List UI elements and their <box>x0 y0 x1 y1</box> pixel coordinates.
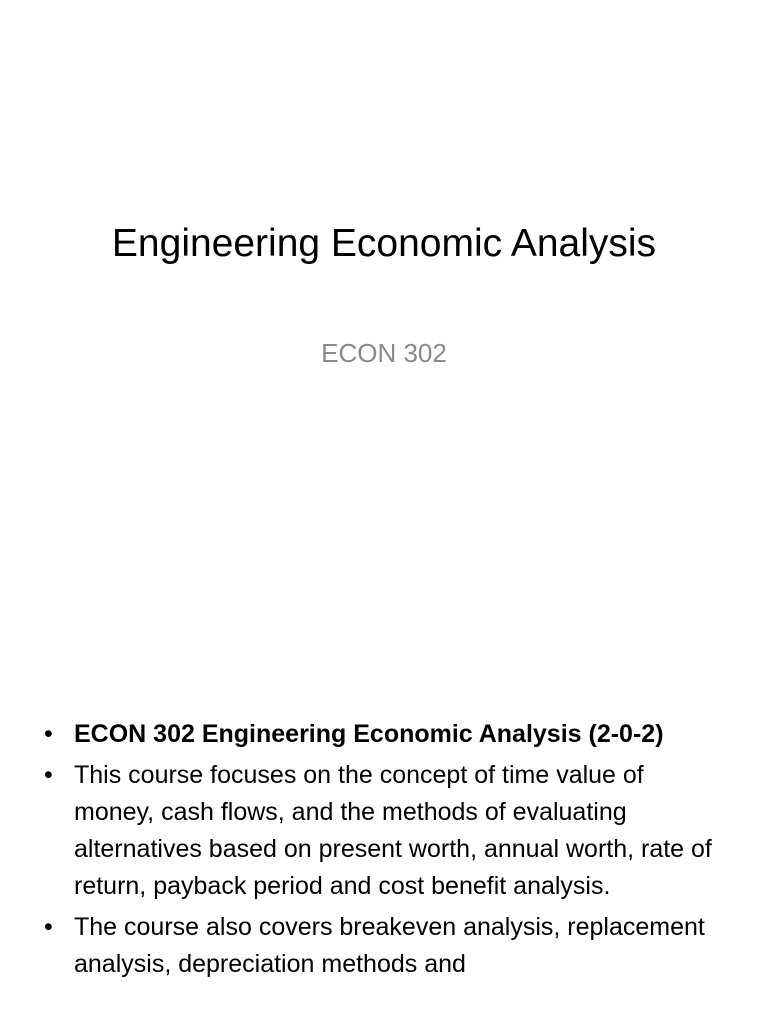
bullet-item-course-code <box>44 716 724 753</box>
bullet-icon: • <box>44 913 53 941</box>
bullet-list <box>44 716 724 987</box>
bullet-text: The course also covers breakeven analysis, replacement analysis, depreciation methods and <box>74 913 705 978</box>
bullet-icon: • <box>44 720 53 748</box>
slide-title: Engineering Economic Analysis <box>111 222 657 265</box>
bullet-item-course-coverage <box>44 909 724 983</box>
bullet-text: This course focuses on the concept of time value of money, cash flows, and the methods of evaluating alternatives based on present worth, annual worth, rate of return, payback period and cost benefit analysis. <box>74 761 712 900</box>
slide-subtitle: ECON 302 <box>321 338 447 368</box>
bullet-text: ECON 302 Engineering Economic Analysis (2-0-2) <box>74 720 664 748</box>
bullet-icon: • <box>44 761 53 789</box>
bullet-item-course-focus <box>44 757 724 905</box>
